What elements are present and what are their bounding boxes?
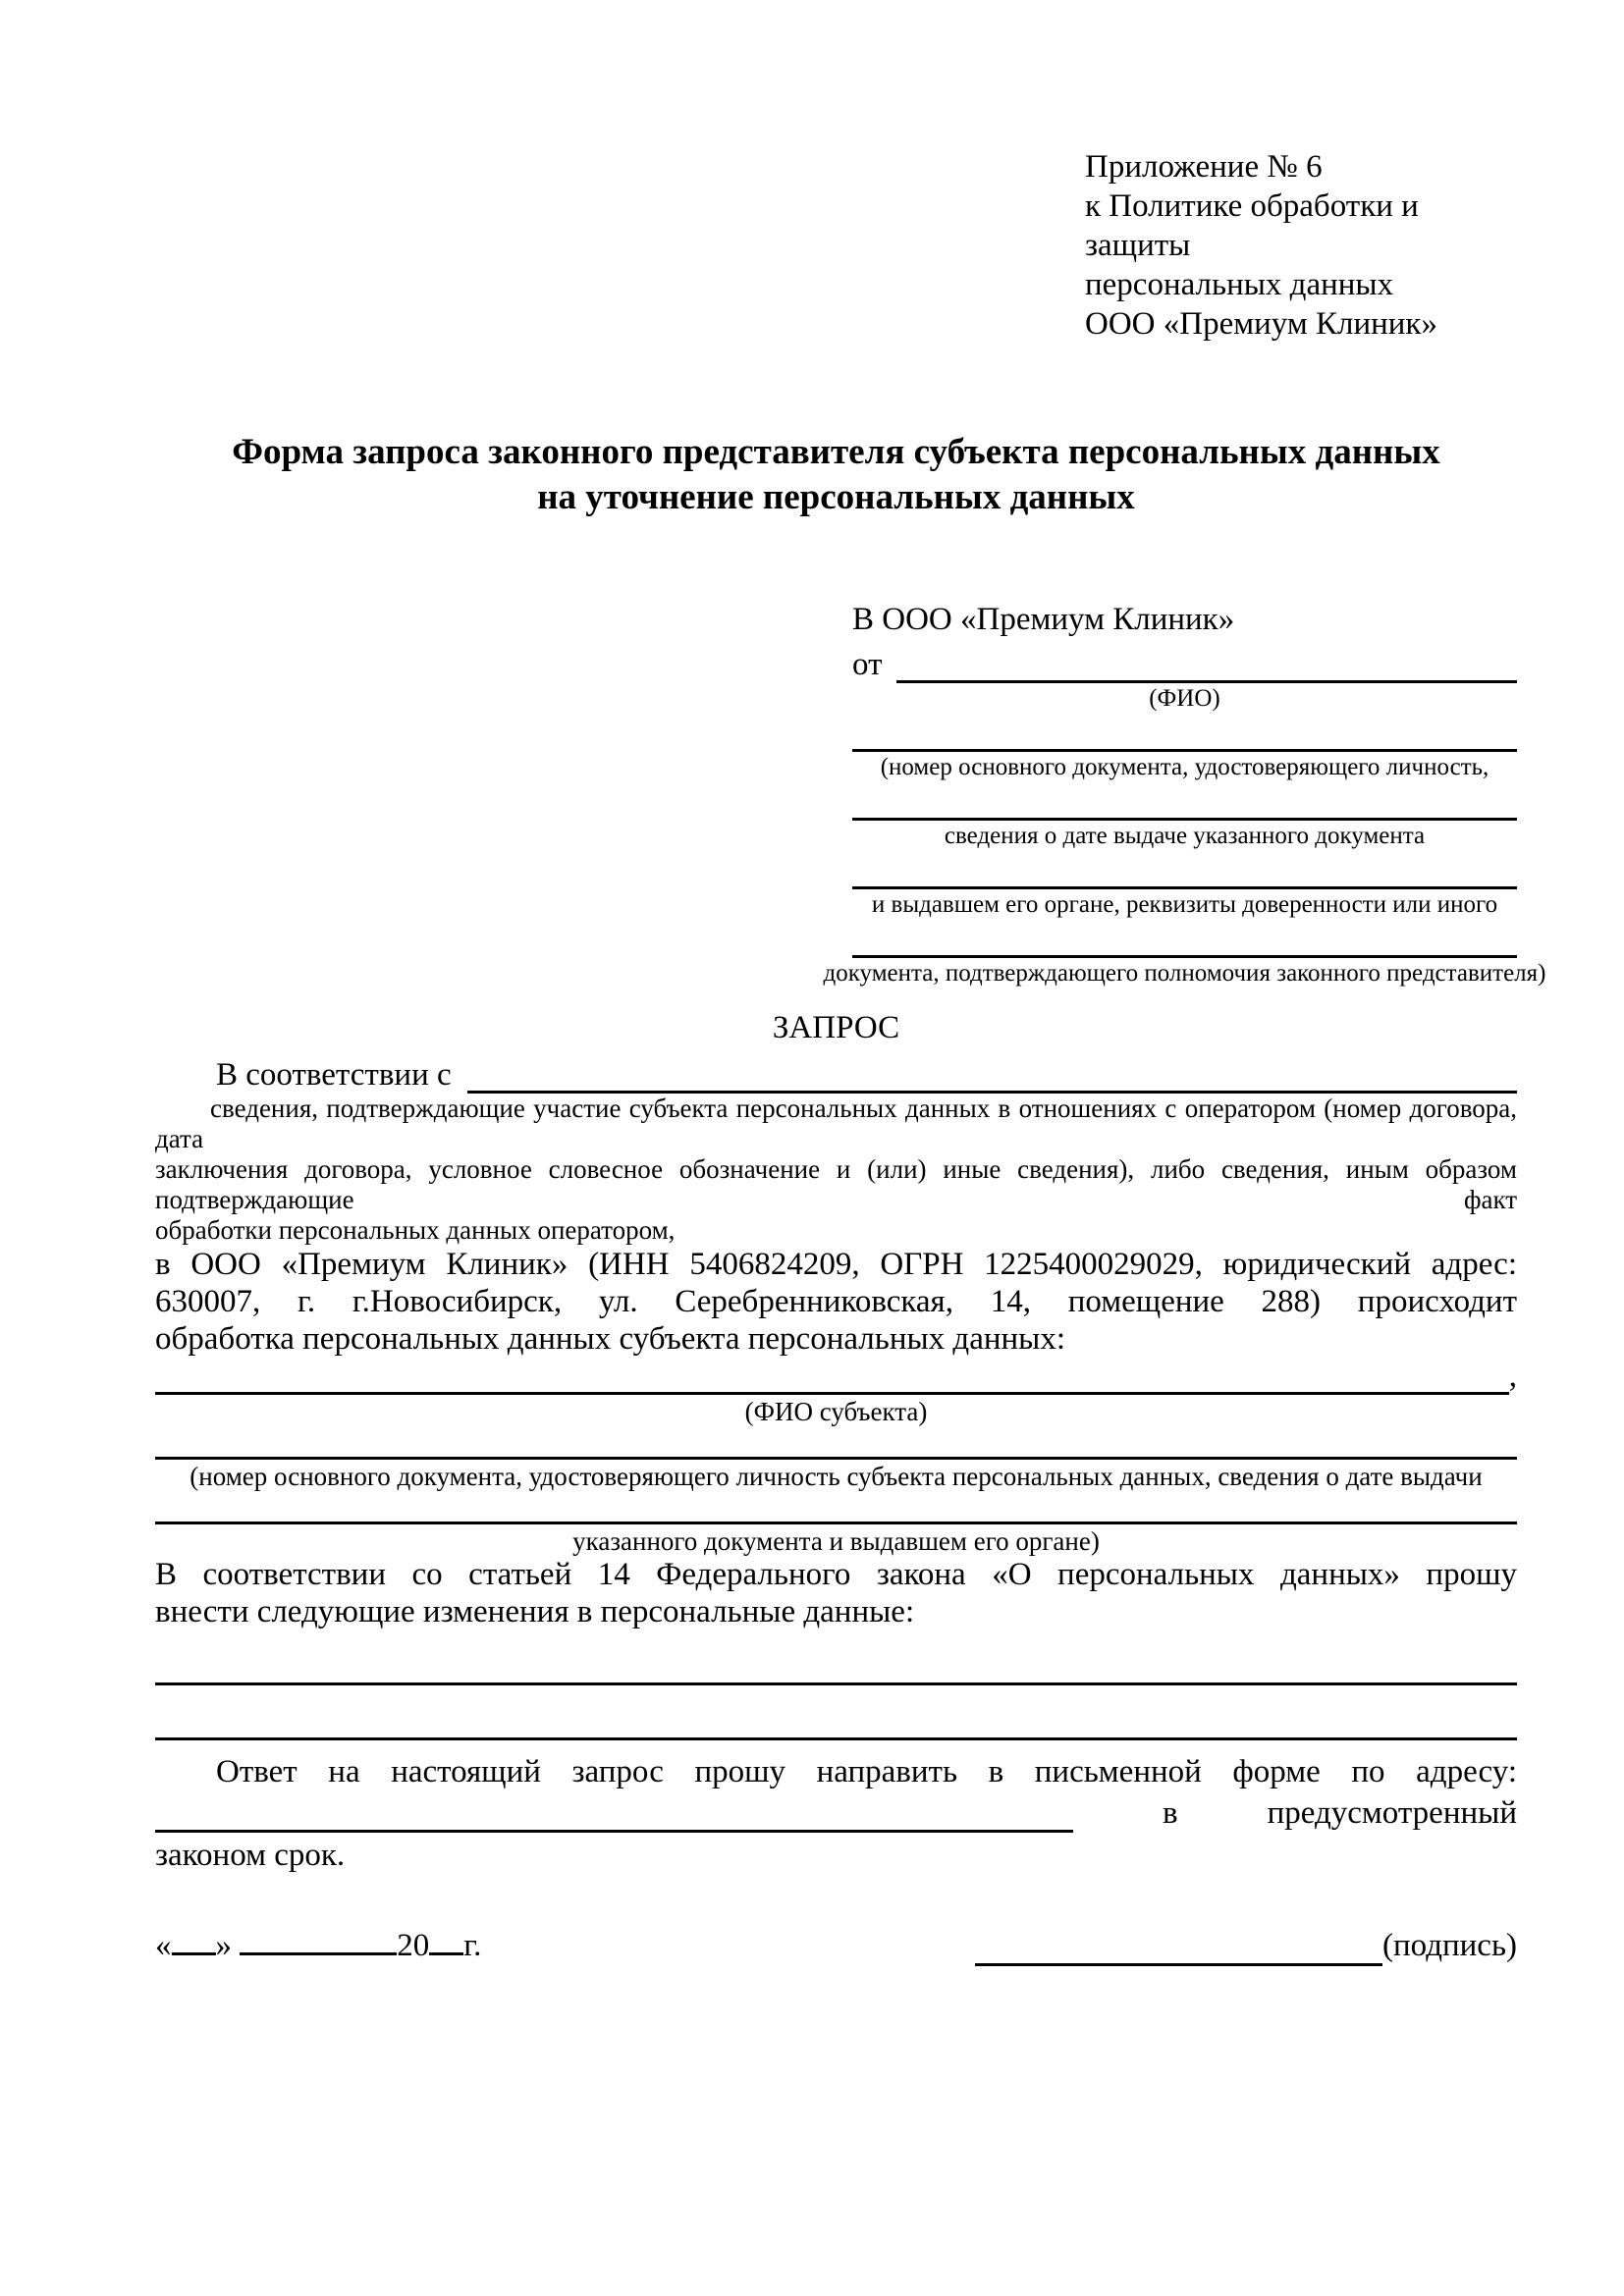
blank-line xyxy=(852,713,1517,752)
addressee-field xyxy=(823,919,1546,988)
month-blank-line xyxy=(240,1923,397,1955)
addressee-block xyxy=(823,599,1546,988)
subject-fio-caption: (ФИО субъекта) xyxy=(744,1397,928,1426)
subject-doc-caption: (номер основного документа, удостоверяющего личность субъекта персональных данных, сведения о дате выдачи xyxy=(189,1462,1483,1491)
appendix-line: к Политике обработки и защиты xyxy=(1085,188,1419,263)
operator-paragraph-line: 630007, г. г.Новосибирск, ул. Серебренниковская, 14, помещение 288) происходит xyxy=(155,1284,1517,1319)
page-title-line: на уточнение персональных данных xyxy=(537,477,1135,517)
appendix-line: Приложение № 6 xyxy=(1085,149,1323,185)
open-quote: « xyxy=(155,1928,172,1963)
appendix-line: персональных данных xyxy=(1085,267,1394,302)
accordance-row xyxy=(155,1050,1517,1094)
subject-fio-blank-line xyxy=(155,1360,1509,1395)
appendix-line: ООО «Премиум Клиник» xyxy=(1085,306,1437,342)
subject-fio-row xyxy=(155,1358,1517,1395)
page-title-line: Форма запроса законного представителя субъекта персональных данных xyxy=(232,432,1440,472)
blank-line xyxy=(155,1426,1517,1460)
field-caption: и выдавшем его органе, реквизиты доверенности или иного xyxy=(871,891,1498,918)
subject-doc-field xyxy=(155,1426,1517,1491)
subject-doc-caption: указанного документа и выдавшем его органе) xyxy=(572,1526,1100,1556)
blank-line xyxy=(155,1491,1517,1524)
appendix-header xyxy=(1085,147,1517,344)
accordance-caption-line: обработки персональных данных оператором, xyxy=(155,1215,676,1245)
blank-line xyxy=(852,850,1517,889)
reply-word: предусмотренный xyxy=(1267,1795,1517,1831)
blank-line xyxy=(852,919,1517,958)
reply-paragraph xyxy=(155,1752,1517,1876)
field-caption: документа, подтверждающего полномочия законного представителя) xyxy=(823,960,1546,987)
addressee-to: В ООО «Премиум Клиник» xyxy=(852,602,1235,637)
trailing-comma: , xyxy=(1508,1359,1517,1394)
page-title xyxy=(155,430,1517,520)
addressee-field xyxy=(852,850,1517,919)
reply-line xyxy=(155,1791,1517,1833)
from-row xyxy=(852,640,1517,683)
reply-word: в xyxy=(1163,1795,1178,1831)
subject-fio-field xyxy=(155,1358,1517,1426)
article-paragraph-line: внести следующие изменения в персональные данные: xyxy=(155,1594,915,1629)
year-suffix: г. xyxy=(463,1928,482,1963)
accordance-caption xyxy=(155,1094,1517,1246)
operator-paragraph xyxy=(155,1246,1517,1358)
addressee-field xyxy=(852,713,1517,781)
answer-blank-line xyxy=(155,1638,1517,1685)
accordance-label: В соответствии с xyxy=(216,1057,452,1093)
reply-line: Ответ на настоящий запрос прошу направить в письменной форме по адресу: xyxy=(216,1754,1517,1789)
reply-line: законом срок. xyxy=(155,1838,346,1873)
close-quote: » xyxy=(215,1928,232,1963)
from-label: от xyxy=(852,647,883,682)
accordance-caption-line: сведения, подтверждающие участие субъекта персональных данных в отношениях с оператором (номер договора, дата xyxy=(155,1094,1517,1153)
subject-doc-field xyxy=(155,1491,1517,1556)
year-blank-line xyxy=(429,1923,463,1955)
signature-field xyxy=(975,1925,1517,1966)
year-prefix: 20 xyxy=(397,1928,430,1963)
date-signature-row xyxy=(155,1923,1517,1966)
blank-line xyxy=(852,781,1517,821)
date-field xyxy=(155,1923,481,1966)
address-blank-line xyxy=(155,1793,1073,1833)
field-caption: сведения о дате выдаче указанного документа xyxy=(944,823,1426,849)
article-paragraph-line: В соответствии со статьей 14 Федерального закона «О персональных данных» прошу xyxy=(155,1557,1517,1592)
day-blank-line xyxy=(172,1923,216,1955)
field-caption: (номер основного документа, удостоверяющего личность, xyxy=(880,754,1489,780)
operator-paragraph-line: в ООО «Премиум Клиник» (ИНН 5406824209, ОГРН 1225400029029, юридический адрес: xyxy=(155,1247,1517,1282)
accordance-blank-line xyxy=(467,1052,1517,1094)
article-paragraph xyxy=(155,1556,1517,1630)
accordance-caption-line: заключения договора, условное словесное обозначение и (или) иные сведения), либо сведения, иным образом подтверждающие факт xyxy=(155,1154,1517,1214)
addressee-field xyxy=(852,781,1517,850)
operator-paragraph-line: обработка персональных данных субъекта персональных данных: xyxy=(155,1321,1065,1357)
answer-blank-line xyxy=(155,1685,1517,1740)
fio-caption: (ФИО) xyxy=(1149,685,1220,712)
from-blank-line xyxy=(896,642,1518,683)
signature-caption: (подпись) xyxy=(1382,1928,1517,1963)
signature-blank-line xyxy=(975,1927,1382,1966)
request-heading: ЗАПРОС xyxy=(772,1010,900,1045)
